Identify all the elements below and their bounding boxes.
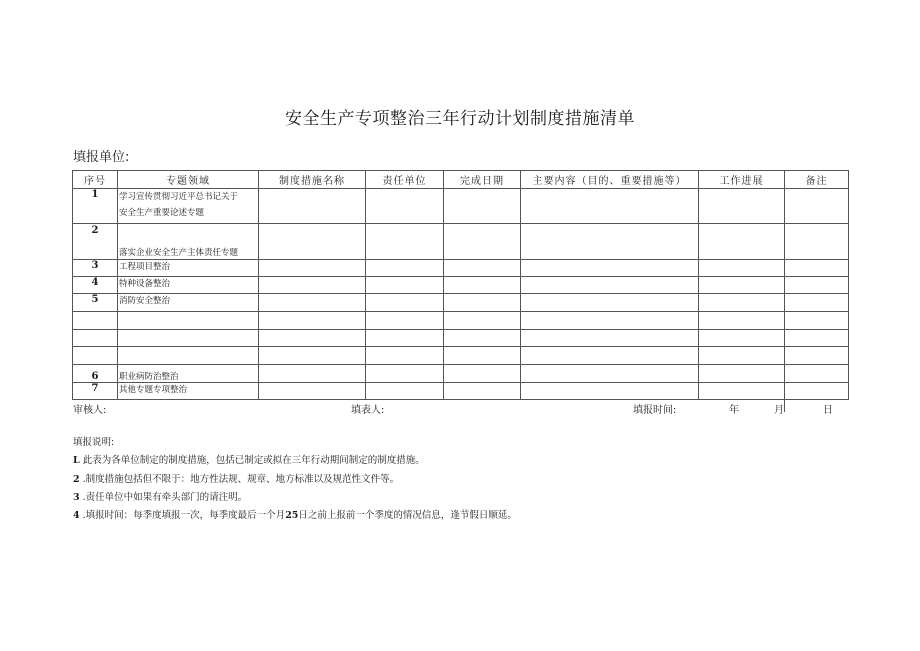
row-domain[interactable]: [118, 330, 259, 347]
table-row: [73, 189, 849, 224]
table-row: [73, 294, 849, 312]
month-label: 月: [774, 405, 784, 416]
main-content-cell[interactable]: [521, 330, 699, 347]
row-number: 4: [73, 277, 118, 294]
main-content-cell[interactable]: [521, 189, 699, 224]
remarks-cell[interactable]: [785, 189, 849, 224]
completion-date-cell[interactable]: [444, 312, 521, 330]
day-label: 日: [823, 405, 833, 416]
row-domain: [118, 189, 259, 224]
measure-name-cell[interactable]: [259, 294, 366, 312]
main-content-cell[interactable]: [521, 260, 699, 277]
measure-name-cell[interactable]: [259, 224, 366, 260]
table-row: [73, 277, 849, 294]
responsible-unit-cell[interactable]: [366, 294, 444, 312]
row-number: 2: [73, 224, 118, 260]
instruction-number: 2: [73, 473, 80, 485]
completion-date-cell[interactable]: [444, 260, 521, 277]
remarks-cell[interactable]: [785, 277, 849, 294]
completion-date-cell[interactable]: [444, 224, 521, 260]
table-row: [73, 365, 849, 383]
main-content-cell[interactable]: [521, 224, 699, 260]
progress-cell[interactable]: [699, 260, 785, 277]
instruction-text: .责任单位中如果有牵头部门的请注明。: [82, 491, 248, 503]
table-row: [73, 224, 849, 260]
row-domain-line1: 学习宣传贯彻习近平总书记关于: [119, 192, 239, 202]
header-remarks: 备注: [785, 171, 849, 189]
row-domain: 其他专题专项整治: [118, 383, 259, 400]
row-domain[interactable]: [118, 312, 259, 330]
progress-cell[interactable]: [699, 330, 785, 347]
completion-date-cell[interactable]: [444, 294, 521, 312]
responsible-unit-cell[interactable]: [366, 330, 444, 347]
responsible-unit-cell[interactable]: [366, 365, 444, 383]
table-header-row: [73, 171, 849, 189]
instruction-number: L: [73, 455, 80, 467]
responsible-unit-cell[interactable]: [366, 347, 444, 365]
responsible-unit-cell[interactable]: [366, 312, 444, 330]
remarks-cell[interactable]: [785, 260, 849, 277]
main-content-cell[interactable]: [521, 347, 699, 365]
signature-row: [73, 400, 849, 416]
measure-name-cell[interactable]: [259, 347, 366, 365]
row-number: 7: [73, 383, 118, 400]
table-row-empty: [73, 312, 849, 330]
measure-name-cell[interactable]: [259, 260, 366, 277]
header-progress: 工作进展: [699, 171, 785, 189]
main-content-cell[interactable]: [521, 365, 699, 383]
table-row-empty: [73, 347, 849, 365]
measure-name-cell[interactable]: [259, 330, 366, 347]
progress-cell[interactable]: [699, 277, 785, 294]
row-number: [73, 312, 118, 330]
remarks-cell[interactable]: [785, 330, 849, 347]
row-domain: 特种设备整治: [118, 277, 259, 294]
row-domain-line2: 安全生产重要论述专题: [119, 208, 205, 218]
remarks-cell[interactable]: [785, 224, 849, 260]
completion-date-cell[interactable]: [444, 277, 521, 294]
row-number: 3: [73, 260, 118, 277]
progress-cell[interactable]: [699, 224, 785, 260]
main-content-cell[interactable]: [521, 383, 699, 400]
reviewer-label: 审核人:: [73, 405, 107, 416]
year-label: 年: [729, 405, 739, 416]
instructions: [73, 434, 517, 525]
responsible-unit-cell[interactable]: [366, 224, 444, 260]
remarks-cell[interactable]: [785, 365, 849, 383]
instruction-text-continued: 日之前上报前一个季度的情况信息，逢节假日顺延。: [298, 510, 517, 522]
header-domain: 专题领域: [118, 171, 259, 189]
row-number: 5: [73, 294, 118, 312]
measure-name-cell[interactable]: [259, 365, 366, 383]
divider: [784, 398, 785, 412]
instruction-item: [73, 507, 517, 525]
row-domain: 落实企业安全生产主体责任专题: [118, 224, 259, 260]
completion-date-cell[interactable]: [444, 365, 521, 383]
row-domain: 职业病防治整治: [118, 365, 259, 383]
progress-cell[interactable]: [699, 189, 785, 224]
instruction-number: 3: [73, 491, 80, 503]
header-measure-name: 制度措施名称: [259, 171, 366, 189]
row-number: 1: [73, 189, 118, 224]
measures-table: [72, 170, 849, 400]
filler-label: 填表人:: [351, 405, 385, 416]
instruction-item: [73, 489, 517, 507]
completion-date-cell[interactable]: [444, 330, 521, 347]
row-number: [73, 330, 118, 347]
main-content-cell[interactable]: [521, 294, 699, 312]
progress-cell[interactable]: [699, 347, 785, 365]
table-row-empty: [73, 330, 849, 347]
instruction-text: 此表为各单位制定的制度措施，包括已制定或拟在三年行动期间制定的制度措施。: [82, 455, 425, 467]
page-title: 安全生产专项整治三年行动计划制度措施清单: [285, 109, 635, 129]
instruction-text: .填报时间：每季度填报一次，每季度最后一个月: [82, 510, 286, 522]
responsible-unit-cell[interactable]: [366, 189, 444, 224]
progress-cell[interactable]: [699, 365, 785, 383]
row-domain: 工程项目整治: [118, 260, 259, 277]
date-label: 填报时间:: [633, 405, 677, 416]
reporting-unit-label: 填报单位:: [73, 150, 130, 165]
completion-date-cell[interactable]: [444, 347, 521, 365]
row-number: [73, 347, 118, 365]
table-row: [73, 383, 849, 400]
instruction-text: .制度措施包括但不限于：地方性法规、规章、地方标准以及规范性文件等。: [82, 473, 400, 485]
responsible-unit-cell[interactable]: [366, 383, 444, 400]
main-content-cell[interactable]: [521, 277, 699, 294]
remarks-cell[interactable]: [785, 294, 849, 312]
row-domain: 消防安全整治: [118, 294, 259, 312]
instructions-heading: 填报说明:: [73, 437, 115, 448]
table-row: [73, 260, 849, 277]
instruction-number: 4: [73, 510, 80, 522]
header-responsible-unit: 责任单位: [366, 171, 444, 189]
progress-cell[interactable]: [699, 294, 785, 312]
responsible-unit-cell[interactable]: [366, 277, 444, 294]
header-main-content: 主要内容（目的、重要措施等）: [521, 171, 699, 189]
instruction-day-number: 25: [285, 510, 299, 522]
header-seq: 序号: [73, 171, 118, 189]
header-completion-date: 完成日期: [444, 171, 521, 189]
measure-name-cell[interactable]: [259, 277, 366, 294]
responsible-unit-cell[interactable]: [366, 260, 444, 277]
completion-date-cell[interactable]: [444, 383, 521, 400]
instruction-item: [73, 452, 517, 470]
remarks-cell[interactable]: [785, 312, 849, 330]
row-domain[interactable]: [118, 347, 259, 365]
measure-name-cell[interactable]: [259, 189, 366, 224]
instruction-item: [73, 471, 517, 489]
remarks-cell[interactable]: [785, 347, 849, 365]
progress-cell[interactable]: [699, 312, 785, 330]
measure-name-cell[interactable]: [259, 383, 366, 400]
progress-cell[interactable]: [699, 383, 785, 400]
row-number: 6: [73, 365, 118, 383]
completion-date-cell[interactable]: [444, 189, 521, 224]
measure-name-cell[interactable]: [259, 312, 366, 330]
remarks-cell[interactable]: [785, 383, 849, 400]
main-content-cell[interactable]: [521, 312, 699, 330]
